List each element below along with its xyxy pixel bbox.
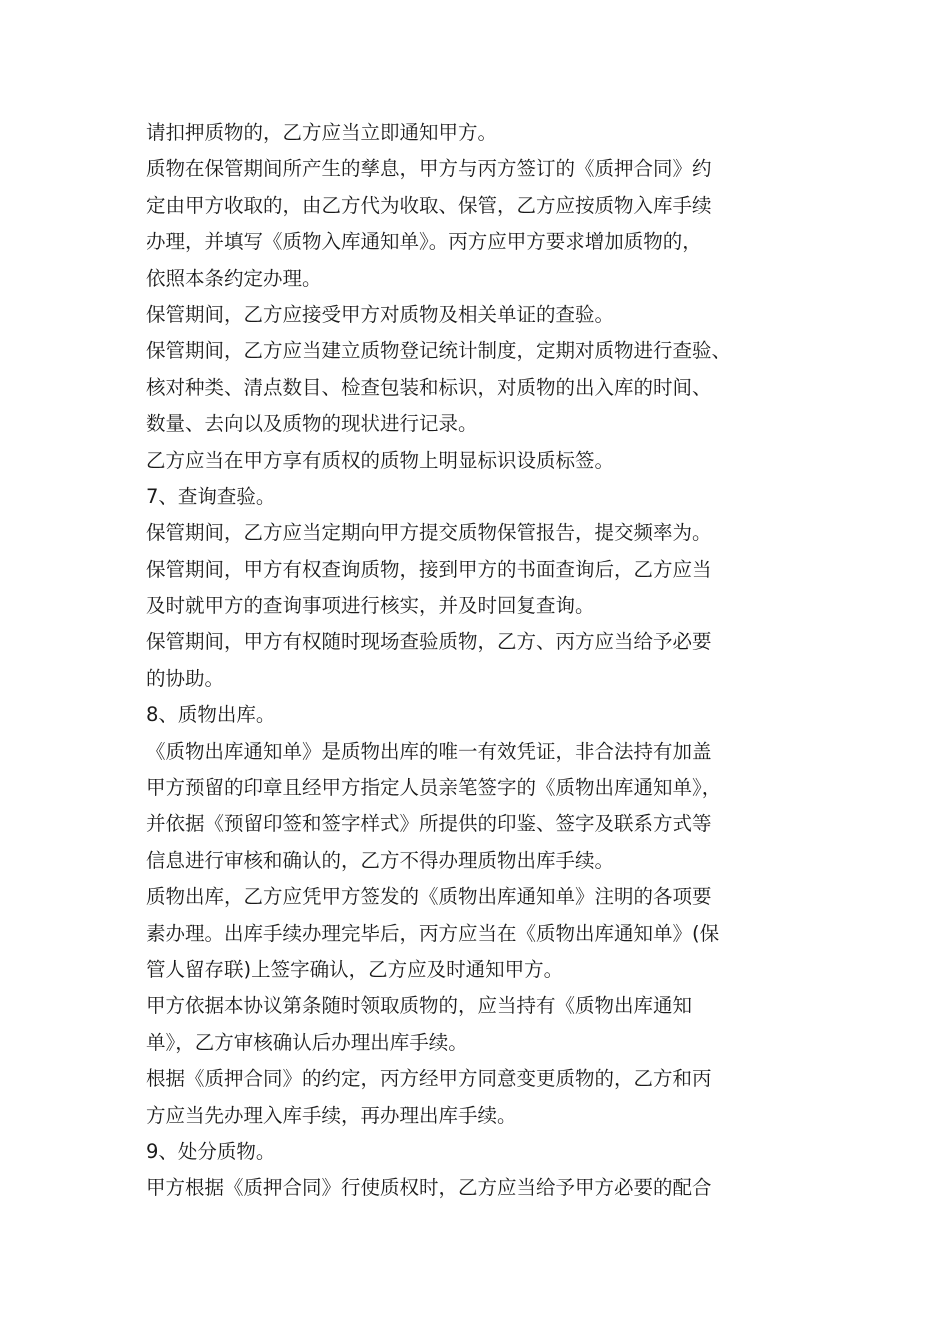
text-line: 保管期间，甲方有权查询质物，接到甲方的书面查询后，乙方应当 — [146, 557, 712, 581]
text-line: 保管期间，乙方应当建立质物登记统计制度，定期对质物进行查验、 — [146, 339, 732, 363]
text-line: 请扣押质物的，乙方应当立即通知甲方。 — [146, 121, 498, 144]
text-line: 定由甲方收取的，由乙方代为收取、保管，乙方应按质物入库手续 — [146, 193, 712, 217]
text-line: 《质物出库通知单》是质物出库的唯一有效凭证，非合法持有加盖 — [146, 739, 712, 763]
text-line: 管人留存联)上签字确认，乙方应及时通知甲方。 — [146, 957, 564, 981]
section-heading: 7、查询查验。 — [146, 484, 276, 508]
text-line: 保管期间，乙方应当定期向甲方提交质物保管报告，提交频率为。 — [146, 521, 712, 545]
text-line: 质物在保管期间所产生的孳息，甲方与丙方签订的《质押合同》约 — [146, 157, 712, 181]
text-line: 并依据《预留印签和签字样式》所提供的印鉴、签字及联系方式等 — [146, 812, 712, 836]
text-line: 甲方根据《质押合同》行使质权时，乙方应当给予甲方必要的配合 — [146, 1176, 712, 1200]
text-line: 核对种类、清点数目、检查包装和标识，对质物的出入库的时间、 — [146, 375, 712, 399]
section-heading: 9、处分质物。 — [146, 1139, 276, 1163]
text-line: 甲方预留的印章且经甲方指定人员亲笔签字的《质物出库通知单》， — [146, 776, 722, 800]
text-line: 根据《质押合同》的约定，丙方经甲方同意变更质物的，乙方和丙 — [146, 1067, 712, 1091]
text-line: 保管期间，甲方有权随时现场查验质物，乙方、丙方应当给予必要 — [146, 630, 712, 654]
document-body — [146, 115, 846, 1207]
text-line: 信息进行审核和确认的，乙方不得办理质物出库手续。 — [146, 848, 615, 872]
text-line: 乙方应当在甲方享有质权的质物上明显标识设质标签。 — [146, 448, 615, 472]
section-heading: 8、质物出库。 — [146, 703, 276, 727]
text-line: 单》，乙方审核确认后办理出库手续。 — [146, 1030, 468, 1054]
text-line: 的协助。 — [146, 666, 225, 690]
text-line: 甲方依据本协议第条随时领取质物的，应当持有《质物出库通知 — [146, 994, 693, 1018]
text-line: 方应当先办理入库手续，再办理出库手续。 — [146, 1103, 517, 1127]
text-line: 保管期间，乙方应接受甲方对质物及相关单证的查验。 — [146, 302, 615, 326]
text-line: 质物出库，乙方应凭甲方签发的《质物出库通知单》注明的各项要 — [146, 885, 712, 909]
text-line: 办理，并填写《质物入库通知单》。丙方应甲方要求增加质物的， — [146, 230, 702, 254]
text-line: 及时就甲方的查询事项进行核实，并及时回复查询。 — [146, 594, 595, 618]
text-line: 依照本条约定办理。 — [146, 266, 322, 290]
text-line: 素办理。出库手续办理完毕后，丙方应当在《质物出库通知单》(保 — [146, 921, 720, 945]
text-line: 数量、去向以及质物的现状进行记录。 — [146, 412, 478, 436]
